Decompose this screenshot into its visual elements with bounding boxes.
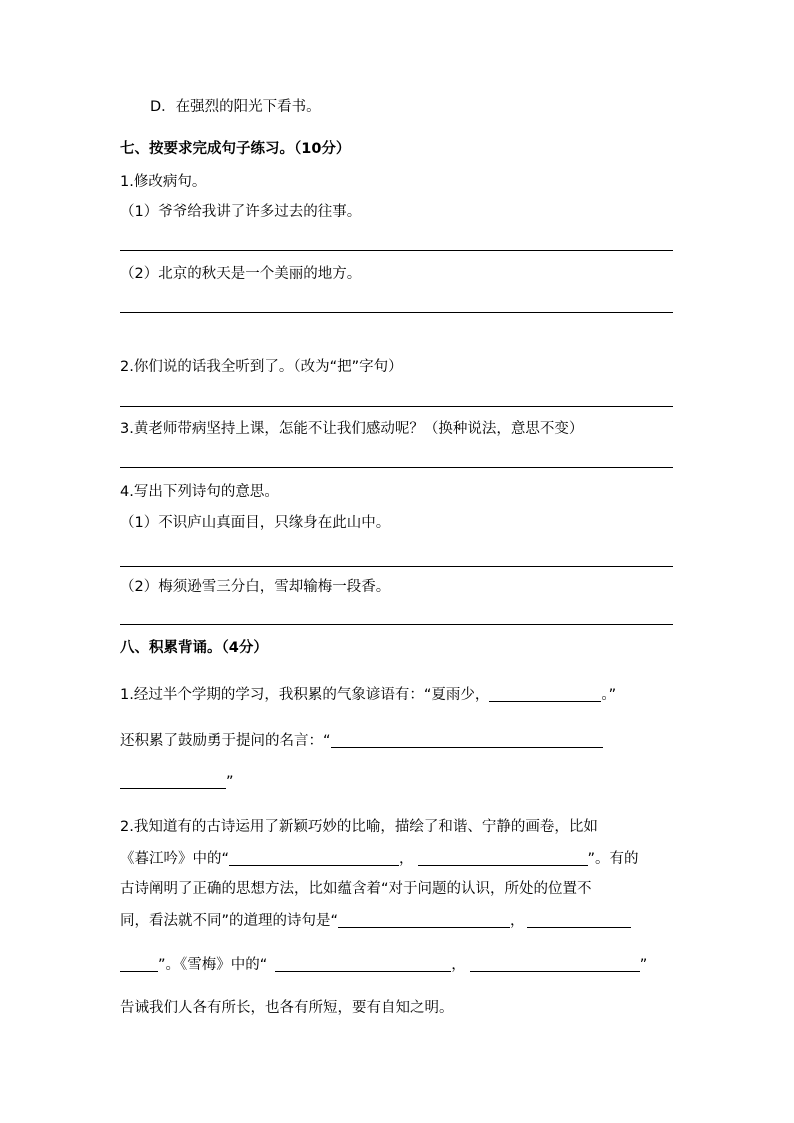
comma: ， xyxy=(451,957,466,973)
section-7-title: 七、按要求完成句子练习。（10分） xyxy=(120,141,351,157)
blank-poem-5[interactable] xyxy=(275,957,451,972)
s8-q2-text-e: ” xyxy=(639,957,648,973)
blank-poem-4b[interactable] xyxy=(120,957,158,972)
blank-quote-1[interactable] xyxy=(331,733,603,748)
s8-q2-line1: 2.我知道有的古诗运用了新颖巧妙的比喻，描绘了和谐、宁静的画卷，比如 xyxy=(120,819,598,835)
q1-2-sentence: （2）北京的秋天是一个美丽的地方。 xyxy=(120,266,362,282)
s8-q2-text-c: 同，看法就不同”的道理的诗句是“ xyxy=(120,913,339,929)
q3-prompt: 3.黄老师带病坚持上课，怎能不让我们感动呢？（换种说法，意思不变） xyxy=(120,421,584,437)
s8-q1-text-c: 还积累了鼓励勇于提问的名言：“ xyxy=(120,733,331,749)
s8-q2-text-b: ”。有的 xyxy=(587,851,639,867)
comma: ， xyxy=(510,913,525,929)
s8-q2-line3: 古诗阐明了正确的思想方法，比如蕴含着“对于问题的认识，所处的位置不 xyxy=(120,881,592,897)
section-8-title: 八、积累背诵。（4分） xyxy=(120,640,268,656)
q2-prompt: 2.你们说的话我全听到了。（改为“把”字句） xyxy=(120,359,403,375)
answer-line-q2[interactable] xyxy=(120,406,673,407)
s8-q2-text-a: 《暮江吟》中的“ xyxy=(120,851,230,867)
q4-1-poem: （1）不识庐山真面目，只缘身在此山中。 xyxy=(120,515,391,531)
q1-prompt: 1.修改病句。 xyxy=(120,174,207,190)
option-d: D．在强烈的阳光下看书。 xyxy=(150,99,321,115)
s8-q2-text-d: ”。《雪梅》中的“ xyxy=(158,957,268,973)
blank-quote-2[interactable] xyxy=(120,774,226,789)
s8-q1-text-a: 1.经过半个学期的学习，我积累的气象谚语有：“夏雨少， xyxy=(120,687,490,703)
s8-q2-line6: 告诫我们人各有所长，也各有所短，要有自知之明。 xyxy=(120,1000,454,1016)
s8-q2-line4 xyxy=(120,913,631,929)
s8-q1-text-b: 。” xyxy=(601,687,617,703)
answer-line-q4-2[interactable] xyxy=(120,624,673,625)
q1-1-sentence: （1）爷爷给我讲了许多过去的往事。 xyxy=(120,204,362,220)
answer-line-q4-1[interactable] xyxy=(120,566,673,567)
s8-q2-line2 xyxy=(120,851,639,867)
blank-poem-4a[interactable] xyxy=(527,913,631,928)
s8-q1-line2 xyxy=(120,733,603,749)
q4-2-poem: （2）梅须逊雪三分白，雪却输梅一段香。 xyxy=(120,579,391,595)
q4-prompt: 4.写出下列诗句的意思。 xyxy=(120,484,279,500)
answer-line-q1-2[interactable] xyxy=(120,312,673,313)
blank-poem-6[interactable] xyxy=(470,957,640,972)
answer-line-q3[interactable] xyxy=(120,467,673,468)
s8-q2-line5 xyxy=(120,957,647,973)
answer-line-q1-1[interactable] xyxy=(120,250,673,251)
s8-q1-line1 xyxy=(120,687,616,703)
s8-q1-text-d: ” xyxy=(226,774,234,790)
blank-poem-3[interactable] xyxy=(338,913,510,928)
blank-poem-1[interactable] xyxy=(229,851,399,866)
blank-proverb[interactable] xyxy=(489,687,601,702)
blank-poem-2[interactable] xyxy=(418,851,588,866)
comma: ， xyxy=(399,851,414,867)
s8-q1-line3 xyxy=(120,774,234,790)
